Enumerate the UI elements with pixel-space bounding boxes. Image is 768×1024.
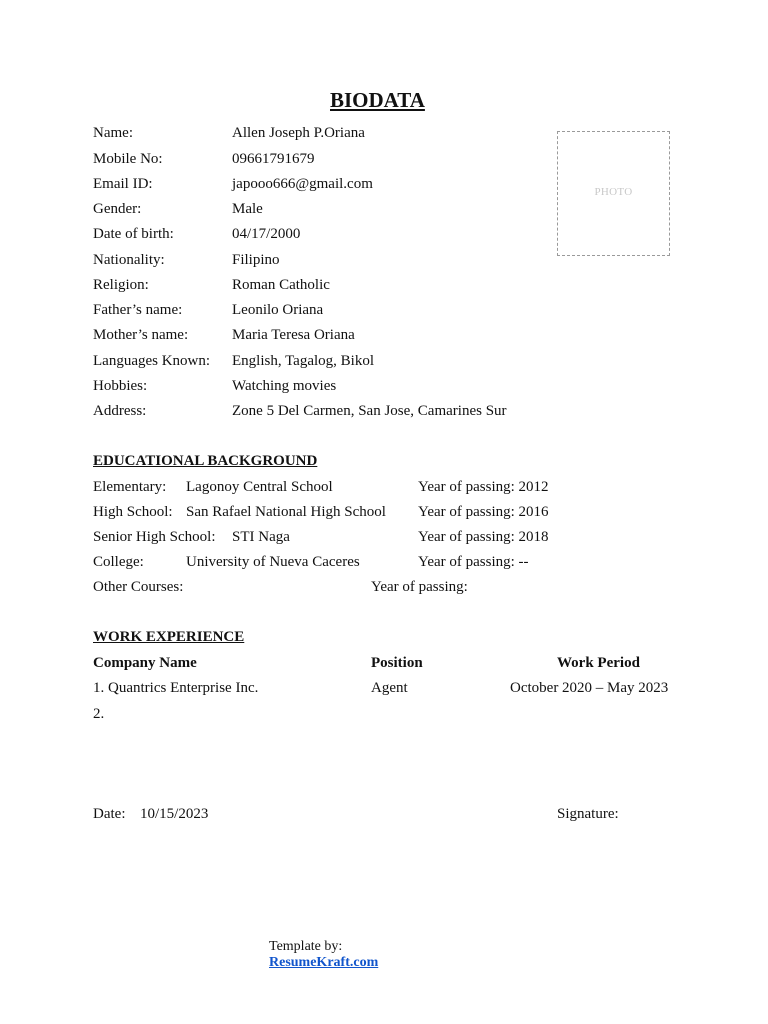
education-heading: EDUCATIONAL BACKGROUND xyxy=(93,453,318,469)
period-column-header: Work Period xyxy=(557,655,640,671)
gender-label: Gender: xyxy=(93,201,142,217)
nationality-value: Filipino xyxy=(232,252,280,268)
gender-value: Male xyxy=(232,201,263,217)
work-row-1-period: October 2020 – May 2023 xyxy=(510,680,669,696)
mother-name-value: Maria Teresa Oriana xyxy=(232,327,355,343)
religion-value: Roman Catholic xyxy=(232,277,330,293)
father-name-label: Father’s name: xyxy=(93,302,183,318)
photo-label: PHOTO xyxy=(594,186,633,198)
mother-name-label: Mother’s name: xyxy=(93,327,189,343)
college-label: College: xyxy=(93,554,144,570)
position-column-header: Position xyxy=(371,655,423,671)
senior-high-label: Senior High School: xyxy=(93,529,216,545)
template-link[interactable]: ResumeKraft.com xyxy=(269,955,379,970)
college-school: University of Nueva Caceres xyxy=(186,554,360,570)
elementary-school: Lagonoy Central School xyxy=(186,479,333,495)
company-column-header: Company Name xyxy=(93,655,197,671)
work-heading: WORK EXPERIENCE xyxy=(93,629,245,645)
dob-label: Date of birth: xyxy=(93,226,174,242)
mobile-label: Mobile No: xyxy=(93,151,163,167)
father-name-value: Leonilo Oriana xyxy=(232,302,324,318)
email-value: japooo666@gmail.com xyxy=(232,176,373,192)
address-value: Zone 5 Del Carmen, San Jose, Camarines Sur xyxy=(232,403,507,419)
elementary-label: Elementary: xyxy=(93,479,167,495)
hobbies-value: Watching movies xyxy=(232,378,337,394)
high-school-name: San Rafael National High School xyxy=(186,504,386,520)
name-value: Allen Joseph P.Oriana xyxy=(232,125,365,141)
college-year: Year of passing: -- xyxy=(418,554,529,570)
other-courses-label: Other Courses: xyxy=(93,579,184,595)
work-row-1-position: Agent xyxy=(371,680,408,696)
high-school-year: Year of passing: 2016 xyxy=(418,504,549,520)
dob-value: 04/17/2000 xyxy=(232,226,301,242)
date-label: Date: xyxy=(93,806,126,822)
page-title: BIODATA xyxy=(330,88,425,112)
religion-label: Religion: xyxy=(93,277,149,293)
signature-label: Signature: xyxy=(557,806,619,822)
hobbies-label: Hobbies: xyxy=(93,378,148,394)
work-row-1-company: 1. Quantrics Enterprise Inc. xyxy=(93,680,259,696)
high-school-label: High School: xyxy=(93,504,173,520)
languages-value: English, Tagalog, Bikol xyxy=(232,353,375,369)
senior-high-year: Year of passing: 2018 xyxy=(418,529,549,545)
template-by-label: Template by: xyxy=(269,939,343,954)
address-label: Address: xyxy=(93,403,147,419)
date-value: 10/15/2023 xyxy=(140,806,209,822)
languages-label: Languages Known: xyxy=(93,353,211,369)
other-courses-year: Year of passing: xyxy=(371,579,468,595)
work-row-2-company: 2. xyxy=(93,706,105,722)
photo-placeholder xyxy=(557,131,670,256)
mobile-value: 09661791679 xyxy=(232,151,315,167)
name-label: Name: xyxy=(93,125,133,141)
elementary-year: Year of passing: 2012 xyxy=(418,479,549,495)
nationality-label: Nationality: xyxy=(93,252,165,268)
senior-high-school: STI Naga xyxy=(232,529,290,545)
email-label: Email ID: xyxy=(93,176,153,192)
